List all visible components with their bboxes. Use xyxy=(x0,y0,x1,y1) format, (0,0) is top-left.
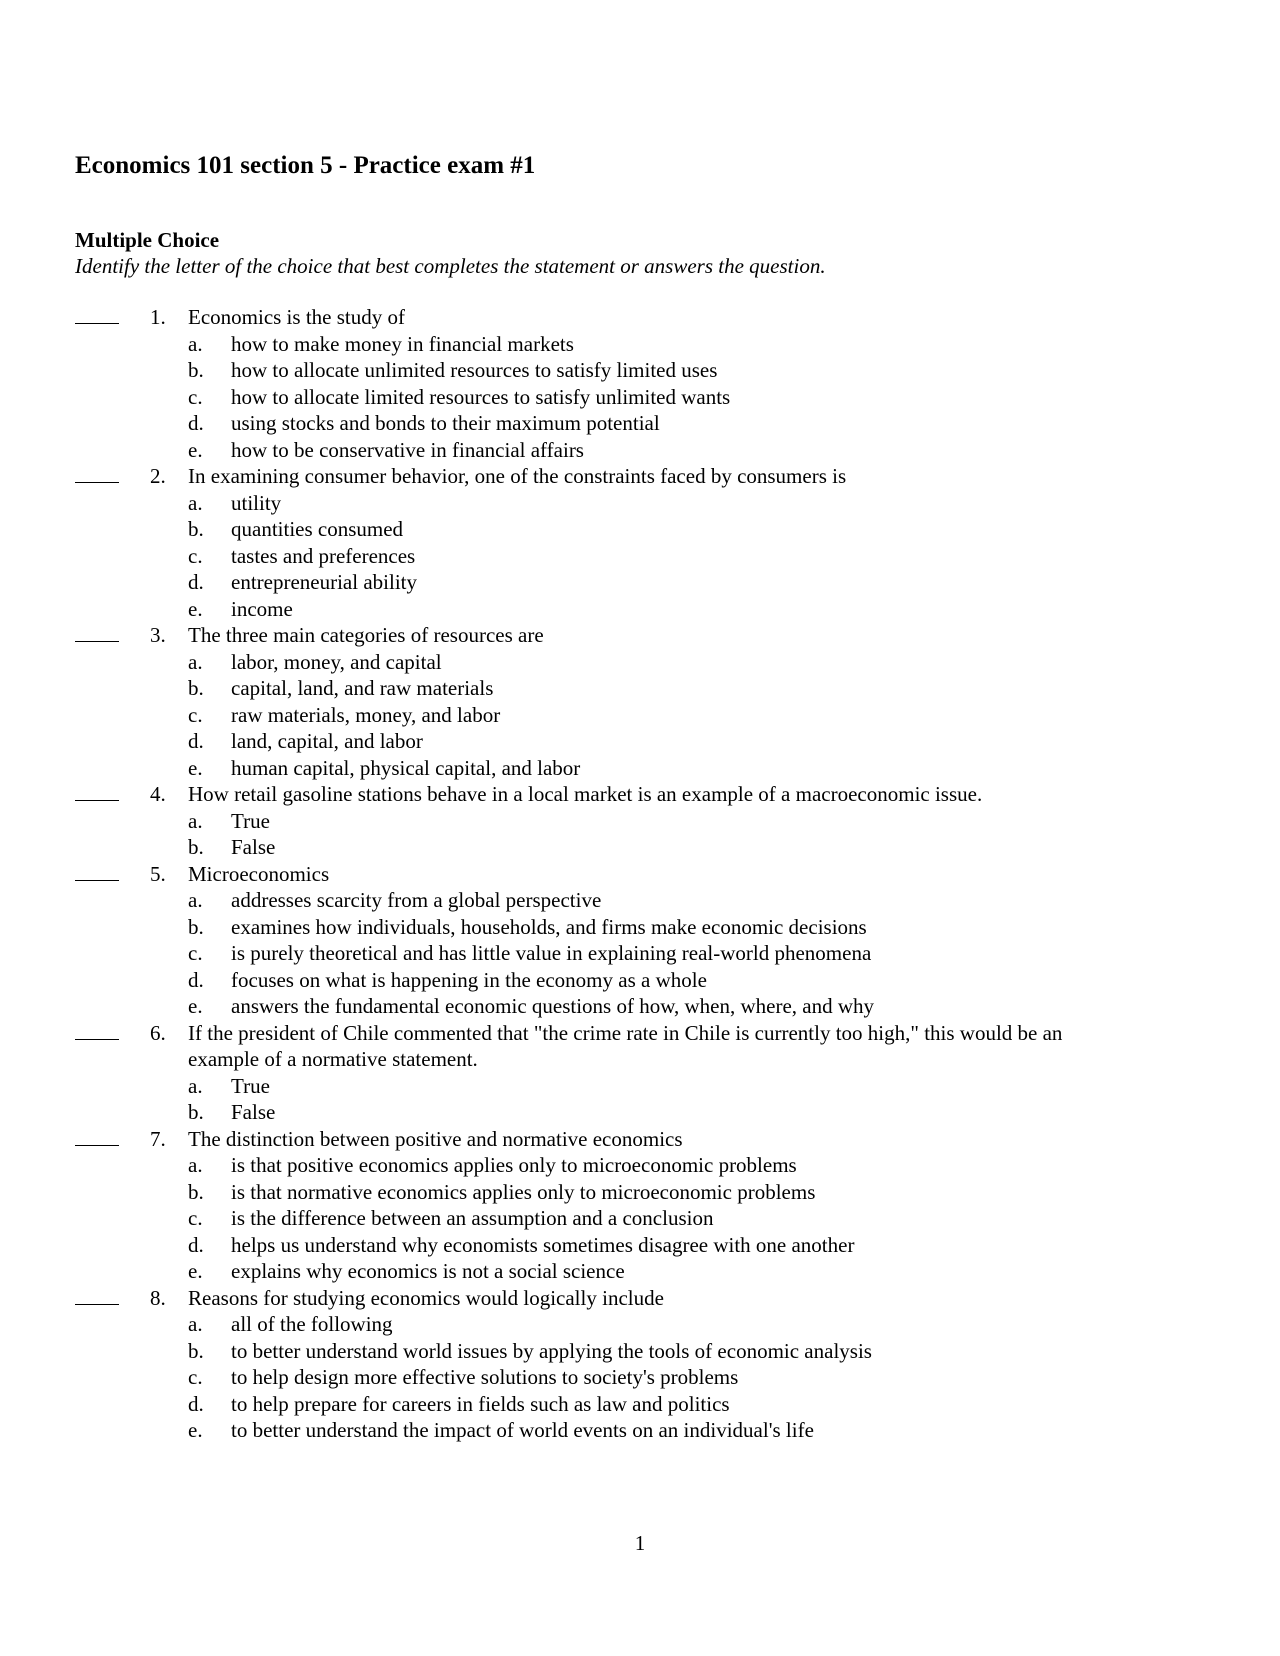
section-heading: Multiple Choice xyxy=(75,228,220,252)
question-item xyxy=(0,304,1280,463)
option-text: how to allocate unlimited resources to satisfy limited uses xyxy=(231,358,718,382)
answer-option xyxy=(0,1417,1280,1444)
option-text: how to make money in financial markets xyxy=(231,331,574,356)
option-letter: b. xyxy=(188,835,204,859)
option-letter: e. xyxy=(188,1418,203,1442)
option-letter: c. xyxy=(188,543,203,568)
page-number: 1 xyxy=(634,1531,646,1555)
question-text: In examining consumer behavior, one of the constraints faced by consumers is xyxy=(188,464,847,488)
answer-option xyxy=(0,410,1280,437)
option-text: to help prepare for careers in fields such as law and politics xyxy=(231,1391,730,1416)
question-text: Economics is the study of xyxy=(188,305,405,329)
answer-option xyxy=(0,808,1280,835)
question-item xyxy=(0,1285,1280,1444)
question-stem-row xyxy=(0,781,1280,808)
answer-option xyxy=(0,834,1280,861)
page-title: Economics 101 section 5 - Practice exam #1 xyxy=(75,152,536,179)
answer-option xyxy=(0,384,1280,411)
question-stem-row xyxy=(0,1126,1280,1153)
option-letter: b. xyxy=(188,914,204,939)
option-text: False xyxy=(231,1100,276,1124)
answer-option xyxy=(0,516,1280,543)
answer-option xyxy=(0,755,1280,782)
answer-option xyxy=(0,437,1280,464)
option-text: answers the fundamental economic questions of how, when, where, and why xyxy=(231,994,875,1018)
question-item xyxy=(0,1126,1280,1285)
question-number: 8. xyxy=(150,1285,166,1310)
answer-option xyxy=(0,357,1280,384)
option-letter: b. xyxy=(188,676,204,700)
option-letter: e. xyxy=(188,994,203,1018)
option-text: focuses on what is happening in the economy as a whole xyxy=(231,967,707,992)
answer-blank[interactable] xyxy=(75,781,119,801)
question-stem-row xyxy=(0,463,1280,490)
answer-option xyxy=(0,702,1280,729)
option-text: explains why economics is not a social science xyxy=(231,1259,625,1283)
question-item xyxy=(0,463,1280,622)
answer-blank[interactable] xyxy=(75,1126,119,1146)
answer-option xyxy=(0,993,1280,1020)
option-text: is purely theoretical and has little value in explaining real-world phenomena xyxy=(231,941,872,965)
answer-blank[interactable] xyxy=(75,861,119,881)
answer-option xyxy=(0,967,1280,994)
question-item xyxy=(0,781,1280,861)
question-number: 1. xyxy=(150,305,166,329)
answer-blank[interactable] xyxy=(75,304,119,324)
option-letter: d. xyxy=(188,570,204,594)
option-letter: d. xyxy=(188,1391,204,1416)
option-text: all of the following xyxy=(231,1312,393,1336)
answer-option xyxy=(0,728,1280,755)
answer-option xyxy=(0,543,1280,570)
answer-option xyxy=(0,1099,1280,1126)
answer-option xyxy=(0,1338,1280,1365)
answer-option xyxy=(0,1258,1280,1285)
answer-option xyxy=(0,1364,1280,1391)
option-text: True xyxy=(231,1073,270,1098)
answer-option xyxy=(0,1205,1280,1232)
answer-option xyxy=(0,940,1280,967)
option-letter: a. xyxy=(188,649,203,674)
question-item xyxy=(0,622,1280,781)
option-letter: e. xyxy=(188,755,203,780)
option-letter: e. xyxy=(188,1259,203,1283)
answer-option xyxy=(0,596,1280,623)
option-letter: c. xyxy=(188,702,203,727)
question-text: Microeconomics xyxy=(188,861,330,886)
answer-option xyxy=(0,914,1280,941)
option-text: how to allocate limited resources to satisfy unlimited wants xyxy=(231,384,731,409)
option-text: utility xyxy=(231,490,282,515)
option-letter: e. xyxy=(188,596,203,621)
answer-option xyxy=(0,331,1280,358)
option-text: True xyxy=(231,808,270,833)
answer-option xyxy=(0,490,1280,517)
answer-blank[interactable] xyxy=(75,622,119,642)
option-letter: d. xyxy=(188,411,204,435)
question-text: The distinction between positive and normative economics xyxy=(188,1126,683,1151)
option-text: how to be conservative in financial affairs xyxy=(231,437,584,462)
option-text: entrepreneurial ability xyxy=(231,570,417,594)
question-stem-row xyxy=(0,622,1280,649)
option-letter: b. xyxy=(188,1100,204,1124)
question-stem-row xyxy=(0,1285,1280,1312)
question-stem-row xyxy=(0,861,1280,888)
option-text: capital, land, and raw materials xyxy=(231,676,494,700)
answer-option xyxy=(0,1179,1280,1206)
answer-option xyxy=(0,1152,1280,1179)
option-letter: a. xyxy=(188,490,203,515)
question-text: Reasons for studying economics would logically include xyxy=(188,1285,664,1310)
option-letter: a. xyxy=(188,1312,203,1336)
option-letter: c. xyxy=(188,1365,203,1389)
question-stem-row xyxy=(0,1020,1280,1047)
question-number: 5. xyxy=(150,861,166,886)
option-text: raw materials, money, and labor xyxy=(231,702,501,727)
question-text: How retail gasoline stations behave in a local market is an example of a macroeconomic issue. xyxy=(188,782,983,806)
answer-option xyxy=(0,675,1280,702)
question-number: 2. xyxy=(150,464,166,488)
option-letter: a. xyxy=(188,1073,203,1098)
answer-blank[interactable] xyxy=(75,1020,119,1040)
option-text: land, capital, and labor xyxy=(231,729,423,753)
option-text: income xyxy=(231,596,293,621)
option-text: to better understand world issues by applying the tools of economic analysis xyxy=(231,1338,872,1363)
question-stem-row xyxy=(0,1046,1280,1073)
option-text: is the difference between an assumption and a conclusion xyxy=(231,1206,714,1230)
question-stem-row xyxy=(0,304,1280,331)
option-text: using stocks and bonds to their maximum potential xyxy=(231,411,660,435)
answer-option xyxy=(0,1391,1280,1418)
option-text: quantities consumed xyxy=(231,517,404,541)
answer-option xyxy=(0,569,1280,596)
answer-option xyxy=(0,887,1280,914)
answer-blank[interactable] xyxy=(75,1285,119,1305)
question-item xyxy=(0,1020,1280,1126)
question-text: The three main categories of resources are xyxy=(188,623,544,647)
option-text: helps us understand why economists sometimes disagree with one another xyxy=(231,1232,855,1257)
option-letter: d. xyxy=(188,729,204,753)
option-letter: e. xyxy=(188,437,203,462)
answer-blank[interactable] xyxy=(75,463,119,483)
option-letter: b. xyxy=(188,1338,204,1363)
option-letter: a. xyxy=(188,808,203,833)
option-letter: d. xyxy=(188,967,204,992)
option-letter: c. xyxy=(188,384,203,409)
option-text: tastes and preferences xyxy=(231,543,416,568)
option-text: is that normative economics applies only to microeconomic problems xyxy=(231,1179,816,1204)
question-item xyxy=(0,861,1280,1020)
question-number: 4. xyxy=(150,782,166,806)
option-text: False xyxy=(231,835,276,859)
question-number: 7. xyxy=(150,1126,166,1151)
option-text: addresses scarcity from a global perspective xyxy=(231,888,602,912)
answer-option xyxy=(0,1232,1280,1259)
option-text: to help design more effective solutions to society's problems xyxy=(231,1365,739,1389)
question-list xyxy=(0,304,1280,1444)
option-text: is that positive economics applies only to microeconomic problems xyxy=(231,1153,797,1177)
option-letter: b. xyxy=(188,1179,204,1204)
question-number: 3. xyxy=(150,623,166,647)
option-text: human capital, physical capital, and labor xyxy=(231,755,581,780)
option-letter: a. xyxy=(188,331,203,356)
option-letter: a. xyxy=(188,1153,203,1177)
option-text: examines how individuals, households, and firms make economic decisions xyxy=(231,914,867,939)
option-letter: a. xyxy=(188,888,203,912)
question-text: If the president of Chile commented that "the crime rate in Chile is currently too high," this would be an xyxy=(188,1020,1063,1045)
answer-option xyxy=(0,1073,1280,1100)
answer-option xyxy=(0,649,1280,676)
question-number: 6. xyxy=(150,1020,166,1045)
option-text: labor, money, and capital xyxy=(231,649,442,674)
option-letter: b. xyxy=(188,358,204,382)
option-letter: d. xyxy=(188,1232,204,1257)
option-text: to better understand the impact of world events on an individual's life xyxy=(231,1418,814,1442)
question-text: example of a normative statement. xyxy=(188,1047,478,1071)
option-letter: c. xyxy=(188,941,203,965)
answer-option xyxy=(0,1311,1280,1338)
option-letter: c. xyxy=(188,1206,203,1230)
section-instructions: Identify the letter of the choice that best completes the statement or answers the question. xyxy=(75,254,826,278)
option-letter: b. xyxy=(188,517,204,541)
